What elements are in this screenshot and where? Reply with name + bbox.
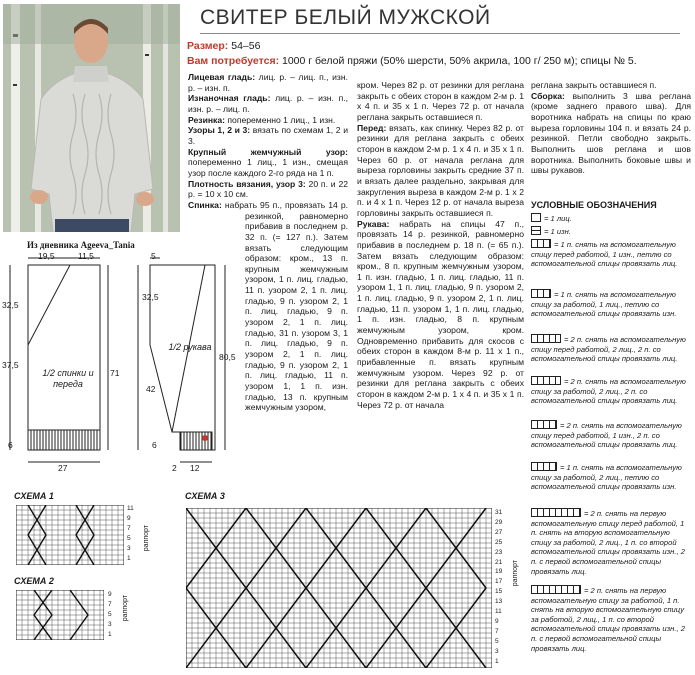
- scheme-3-rows: 31 29 27 25 23 21 19 17 15 13 11 9 7 5 3 1: [495, 509, 503, 665]
- paragraph: реглана закрыть оставшиеся п.: [531, 80, 657, 90]
- scheme-2-label: СХЕМА 2: [14, 576, 54, 586]
- rapport-label: раппорт: [143, 525, 150, 552]
- scheme-2-grid: [16, 590, 104, 640]
- materials-line: [187, 55, 692, 68]
- size-label: Размер:: [187, 40, 229, 52]
- back-front-label: 1/2 спинки и переда: [42, 368, 94, 389]
- legend-item: = 1 лиц.: [531, 213, 691, 224]
- cable-symbol-icon: [531, 289, 551, 298]
- dim-label: 12: [190, 463, 200, 473]
- paragraph: Резинка: попеременно 1 лиц., 1 изн.: [188, 114, 336, 125]
- cable-symbol-icon: [531, 585, 581, 594]
- dim-label: 80,5: [219, 352, 236, 362]
- materials-value: 1000 г белой пряжи (50% шерсти, 50% акрила, 100 г/ 250 м); спицы № 5.: [282, 55, 637, 67]
- cable-symbol-icon: [531, 334, 561, 343]
- ribbing: [28, 430, 100, 450]
- materials-label: Вам потребуется:: [187, 55, 280, 67]
- scheme-1-label: СХЕМА 1: [14, 491, 54, 501]
- dim-label: 19,5: [38, 251, 55, 261]
- paragraph: Крупный жемчужный узор: попеременно 1 лиц., 1 изн., смещая узор после каждого 2-го ряда на 1 п.: [188, 146, 348, 178]
- size-value: 54–56: [231, 40, 261, 52]
- dim-label: 2: [172, 463, 177, 473]
- rapport-label: раппорт: [512, 560, 519, 587]
- legend-item: = 1 п. снять на вспомогательную спицу перед работой, 1 изн., петлю со вспомогательной спицы провязать лиц.: [531, 240, 678, 269]
- scheme-3-label: СХЕМА 3: [185, 491, 225, 501]
- paragraph: Сборка: выполнить 3 шва реглана (кроме заднего правого шва). Для воротника набрать на спицы по краю выреза горловины 104 п. и вязать 24 р. резинкой. Петли свободно закрыть. Выполнить шов реглана и шов воротника. Выполнить боковые швы и швы рукавов.: [531, 90, 691, 176]
- legend-title: УСЛОВНЫЕ ОБОЗНАЧЕНИЯ: [531, 200, 657, 210]
- legend-item: = 1 изн.: [531, 226, 691, 237]
- knit-symbol-icon: [531, 213, 541, 222]
- paragraph: Рукава: набрать на спицы 47 п., провязать 14 р. резинкой, равномерно прибавив в последнем р. 18 п. (= 65 п.). Затем вязать следующим образом: кром., 8 п. крупным жемчужным узором, 1 п. изн. гладью, 1 п. лиц. гладью, 11 п. узором 1, 1 п. лиц. гладью, 9 п. узором 2, 1 п. лиц. гладью, 9 п. узором 2, 1 п. лиц. гладью, 11 п. узором 1, 1 п. лиц. гладью, 1 п. изн. гладью, 8 п. крупным жемчужным узором, кром. Одновременно прибавить для скосов с обеих сторон в каждом 8-м р. 11 х 1 п., прибавленные п. вязать крупным жемчужным узором. Через 92 р. от резинки для реглана закрыть с обеих сторон в каждом 2-м р. 1 х 4 п. и 35 х 1 п. Через 72 р. от начала: [357, 218, 524, 410]
- paragraph: Плотность вязания, узор 3: 20 п. и 22 р. = 10 х 10 см.: [188, 178, 348, 200]
- scheme-1-rows: 11 9 7 5 3 1: [127, 505, 134, 562]
- dim-label: 5: [151, 251, 156, 261]
- scheme-2-rows: 9 7 5 3 1: [108, 591, 112, 638]
- cable-symbol-icon: [531, 239, 551, 248]
- instructions-column-3: [531, 80, 691, 176]
- cable-symbol-icon: [531, 508, 581, 517]
- legend-item: = 2 п. снять на вспомогательную спицу за работой, 2 лиц., 2 п. со вспомогательной спицы провязать лиц.: [531, 377, 686, 406]
- legend-item: = 2 п. снять на первую вспомогательную спицу за работой, 1 п. снять на вторую вспомогательную спицу за работой, 2 лиц., 1 п. со второй вспомогательной спицы провязать изн., 2 п. с первой вспомогательной спицы провязать лиц.: [531, 586, 685, 653]
- paragraph: кром. Через 82 р. от резинки для реглана закрыть с обеих сторон в каждом 2-м р. 1 х 4 п. и 35 х 1 п. Через 72 р. от начала реглана закрыть оставшиеся п.: [357, 80, 524, 122]
- back-front-outline: [28, 265, 100, 430]
- dim-label: 37,5: [2, 360, 19, 370]
- legend-item: = 1 п. снять на вспомогательную спицу за работой, 2 лиц., петлю со вспомогательной спицы провязать изн.: [531, 463, 682, 492]
- dim-label: 27: [58, 463, 68, 473]
- dim-label: 6: [8, 440, 13, 450]
- legend-item: = 2 п. снять на первую вспомогательную спицу перед работой, 1 п. снять на вторую вспомогательную спицу за работой, 2 лиц., 1 п. со второй вспомогательной спицы провязать изн., 2 п. с первой вспомогательной спицы провязать лиц.: [531, 509, 685, 576]
- dim-label: 11,5: [78, 251, 94, 261]
- source-credit: Из дневника Ageeva_Tania: [27, 240, 135, 250]
- dim-label: 6: [152, 440, 157, 450]
- dim-label: 71: [110, 368, 120, 378]
- size-line: [187, 40, 260, 53]
- rapport-label: раппорт: [122, 595, 129, 622]
- cable-symbol-icon: [531, 420, 557, 429]
- scheme-1-grid: [16, 505, 124, 565]
- model-photo: [3, 4, 180, 232]
- paragraph: Изнаночная гладь: лиц. р. – изн. п., изн. р. – лиц. п.: [188, 93, 349, 114]
- dim-label: 32,5: [2, 300, 19, 310]
- garment-diagrams: [0, 250, 235, 480]
- paragraph: Лицевая гладь: лиц. р. – лиц. п., изн. р. – изн. п.: [188, 72, 348, 93]
- legend-item: = 2 п. снять на вспомогательную спицу перед работой, 1 изн., 2 п. со вспомогательной спицы провязать лиц.: [531, 421, 682, 450]
- paragraph: Перед: вязать, как спинку. Через 82 р. от резинки для реглана закрыть с обеих сторон в каждом 2-м р. 1 х 4 п. и 35 х 1 п. Через 60 р. от начала реглана для выреза горловины закрыть средние 37 п. и вязать далее раздельно, закрывая для закругления выреза в каждом 2-м р. 1 х 2 п. и 4 х 1 п. Через 12 р. от начала выреза горловины закрыть оставшиеся п.: [357, 122, 524, 218]
- cable-symbol-icon: [531, 376, 561, 385]
- purl-symbol-icon: [531, 226, 541, 235]
- sleeve-outline: [150, 265, 215, 450]
- instructions-column-2: [357, 80, 524, 410]
- page-title: СВИТЕР БЕЛЫЙ МУЖСКОЙ: [200, 4, 680, 34]
- paragraph: Спинка: набрать 95 п., провязать 14 р. резинкой, равномерно прибавив в последнем р. 32 п. (= 127 п.). Затем вязать следующим образом: кром., 13 п. крупным жемчужным узором, 1 п. лиц. гладью, 11 п. узором 2, 1 п. лиц. гладью, 9 п. узором 2, 1 п. лиц. гладью, 9 п. узором 2, 1 п. лиц. гладью, 31 п. узором 3, 1 п. лиц. гладью, 9 п. узором 2, 1 п. лиц. гладью, 9 п. узором 2, 1 п. лиц. гладью, 11 п. узором 1, 1 п. изн. гладью, 13 п. крупным жемчужным узором,: [188, 199, 348, 413]
- cable-symbol-icon: [531, 462, 557, 471]
- legend-item: = 2 п. снять на вспомогательную спицу перед работой, 2 лиц., 2 п. со вспомогательной спицы провязать лиц.: [531, 335, 686, 364]
- legend-item: = 1 п. снять на вспомогательную спицу за работой, 1 лиц., петлю со вспомогательной спицы провязать изн.: [531, 290, 677, 319]
- sleeve-label: 1/2 рукава: [168, 342, 212, 352]
- dim-label: 32,5: [142, 292, 159, 302]
- dim-label: 42: [146, 384, 156, 394]
- paragraph: Узоры 1, 2 и 3: вязать по схемам 1, 2 и 3.: [188, 125, 349, 146]
- scheme-3-grid: [186, 508, 492, 668]
